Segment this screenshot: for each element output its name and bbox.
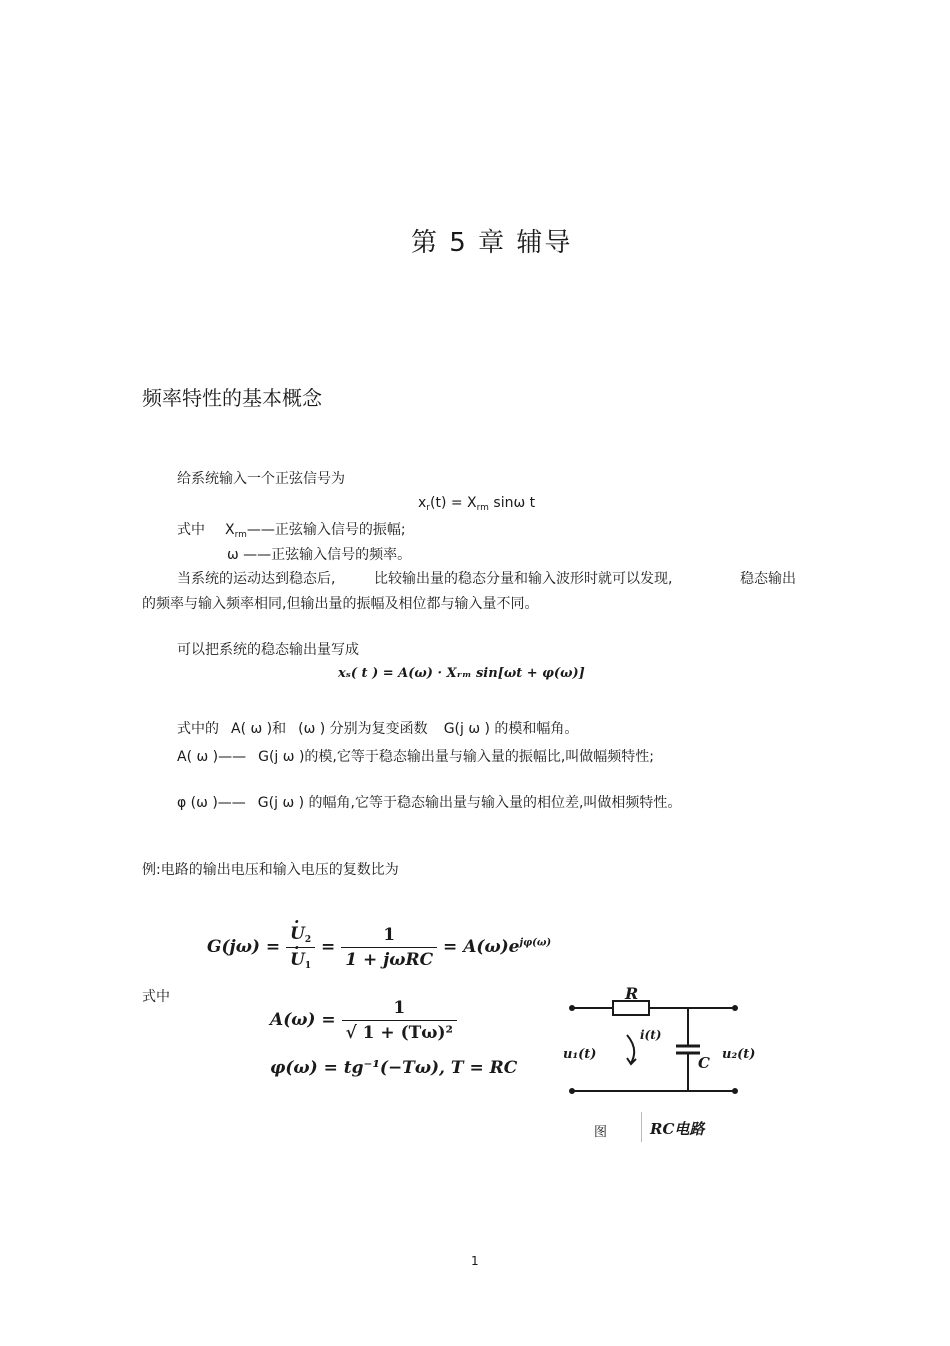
- definition-frequency: ω ——正弦输入信号的频率。: [227, 547, 412, 563]
- resistor-label: R: [625, 985, 639, 1003]
- amplitude-characteristic: A( ω )—— G(j ω )的模,它等于稳态输出量与输入量的振幅比,叫做幅频特性;: [177, 749, 655, 765]
- caption-divider: [641, 1112, 642, 1142]
- transfer-function-formula: G(jω) = · $U_2$ · $U_1$ = $\frac{1}{\text{1 + jωRC}}$ = $A(\omega)e^{j\varphi(\omega)}$: [207, 924, 551, 971]
- phase-characteristic: φ (ω )—— G(j ω ) 的幅角,它等于稳态输出量与输入量的相位差,叫做相频特性。: [177, 795, 682, 811]
- example-line: 例:电路的输出电压和输入电压的复数比为: [142, 862, 399, 878]
- terminal-bottom-right: [732, 1088, 738, 1094]
- rc-circuit-diagram: [555, 985, 770, 1110]
- output-formula: xₛ( t ) = A(ω) · Xᵣₘ sin[ωt + φ(ω)]: [338, 666, 585, 681]
- terminal-bottom-left: [569, 1088, 575, 1094]
- current-label: i(t): [640, 1028, 662, 1042]
- capacitor-label: C: [698, 1054, 710, 1072]
- input-signal-equation: $x_r(t) = X_{rm}$ sinω t: [418, 495, 536, 513]
- figure-caption-prefix: 图: [594, 1125, 608, 1140]
- intro-line: 给系统输入一个正弦信号为: [177, 471, 345, 487]
- steady-state-line-1a: 当系统的运动达到稳态后,: [177, 571, 336, 587]
- where-label: 式中: [142, 989, 170, 1005]
- steady-state-line-1c: 稳态输出: [740, 571, 796, 587]
- voltage-ratio-fraction: · $U_2$ · $U_1$: [286, 924, 315, 971]
- resistor: [613, 1001, 649, 1015]
- amplitude-formula: A(ω) = $\frac{1}{\text{√ 1 + (Tω)²}}$: [270, 998, 457, 1043]
- rc-fraction: $\frac{1}{\text{1 + jωRC}}$: [341, 925, 437, 970]
- figure-caption: RC电路: [650, 1120, 705, 1138]
- phase-formula: φ(ω) = tg⁻¹(−Tω), T = RC: [270, 1058, 518, 1078]
- terminal-top-left: [569, 1005, 575, 1011]
- output-intro: 可以把系统的稳态输出量写成: [177, 642, 359, 658]
- transfer-line: 式中的 A( ω )和 (ω ) 分别为复变函数 G(j ω ) 的模和幅角。: [177, 721, 579, 737]
- output-voltage-label: u₂(t): [722, 1047, 756, 1062]
- section-heading: 频率特性的基本概念: [142, 386, 322, 410]
- input-voltage-label: u₁(t): [563, 1047, 597, 1062]
- terminal-top-right: [732, 1005, 738, 1011]
- steady-state-line-2: 的频率与输入频率相同,但输出量的振幅及相位都与输入量不同。: [142, 596, 539, 612]
- definition-amplitude: 式中 $X_{rm}——$正弦输入信号的振幅;: [177, 522, 406, 540]
- page-number: 1: [471, 1254, 479, 1268]
- page-title: 第 5 章 辅导: [411, 228, 573, 258]
- steady-state-line-1b: 比较输出量的稳态分量和输入波形时就可以发现,: [374, 571, 673, 587]
